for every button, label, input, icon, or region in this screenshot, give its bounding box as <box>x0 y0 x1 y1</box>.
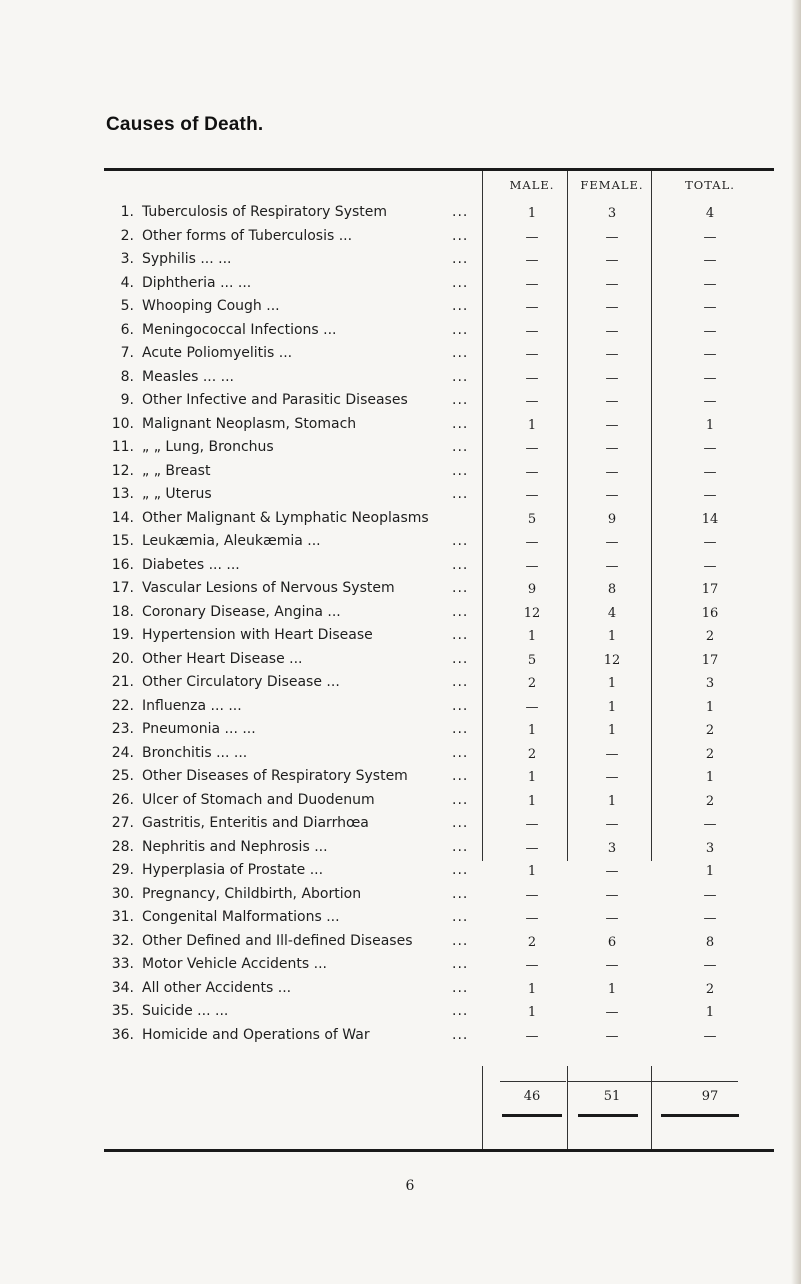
cell-female: — <box>605 770 619 785</box>
table-row <box>0 697 801 721</box>
row-number: 12. <box>111 462 134 479</box>
cell-male: — <box>525 887 539 903</box>
cell-male: — <box>525 347 539 362</box>
table-row <box>0 744 801 768</box>
table-row <box>0 673 801 697</box>
cell-total: 4 <box>705 206 715 221</box>
cell-male: 12 <box>523 605 541 621</box>
table-row <box>0 227 801 251</box>
cell-male: — <box>525 441 539 456</box>
cell-male: — <box>525 323 539 339</box>
cell-female: — <box>605 887 619 903</box>
leader-dots: ... <box>452 1003 469 1019</box>
cause-label: Bronchitis ... ... <box>142 744 248 761</box>
leader-dots: ... <box>452 580 469 596</box>
table-row <box>0 250 801 274</box>
cause-label: Influenza ... ... <box>142 697 242 714</box>
table-top-rule <box>104 168 774 171</box>
row-number: 34. <box>111 979 134 996</box>
cell-total: — <box>703 276 717 292</box>
cell-female: 3 <box>607 840 617 856</box>
leader-dots: ... <box>452 603 469 620</box>
cell-male: — <box>525 911 539 926</box>
cell-male: — <box>525 817 539 832</box>
cell-total: 1 <box>705 417 715 433</box>
cell-total: 3 <box>705 840 715 856</box>
cell-female: — <box>605 464 619 480</box>
cell-total: — <box>703 300 717 315</box>
leader-dots: ... <box>452 791 469 808</box>
cell-male: 1 <box>527 723 537 738</box>
cell-male: — <box>525 370 539 386</box>
leader-dots: ... <box>452 862 469 878</box>
leader-dots: ... <box>452 556 469 573</box>
cause-label: „ „ Breast <box>142 462 211 479</box>
cell-female: — <box>605 300 619 315</box>
row-number: 33. <box>111 956 134 972</box>
totals-double-rule-male <box>502 1114 562 1117</box>
table-row <box>0 626 801 650</box>
leader-dots: ... <box>452 345 469 361</box>
leader-dots: ... <box>452 838 469 855</box>
cause-label: Other Diseases of Respiratory System <box>142 768 408 784</box>
cell-female: — <box>605 323 619 339</box>
table-row <box>0 861 801 885</box>
cell-female: — <box>605 958 619 973</box>
table-row <box>0 579 801 603</box>
row-number: 1. <box>120 204 134 220</box>
cell-total: — <box>703 394 717 409</box>
cell-male: 2 <box>527 746 537 762</box>
table-row <box>0 509 801 533</box>
causes-table-body <box>0 203 801 1049</box>
cell-female: 1 <box>607 629 617 644</box>
row-number: 8. <box>120 368 134 385</box>
row-number: 16. <box>111 556 134 573</box>
cause-label: Gastritis, Enteritis and Diarrhœa <box>142 815 369 831</box>
cause-label: Hyperplasia of Prostate ... <box>142 862 324 878</box>
row-number: 10. <box>111 415 134 432</box>
cause-label: Pregnancy, Childbirth, Abortion <box>142 885 362 902</box>
leader-dots: ... <box>452 368 469 385</box>
row-number: 15. <box>111 533 134 549</box>
cause-label: Other Heart Disease ... <box>142 650 303 667</box>
cause-label: Diphtheria ... ... <box>142 274 252 291</box>
leader-dots: ... <box>452 462 469 479</box>
totals-rule-male <box>500 1081 566 1082</box>
cause-label: Suicide ... ... <box>142 1003 229 1019</box>
cell-total: 1 <box>705 864 715 879</box>
cell-total: 2 <box>705 723 715 738</box>
column-divider-female-lower <box>567 1066 568 1149</box>
row-number: 35. <box>111 1003 134 1019</box>
row-number: 4. <box>120 274 134 291</box>
column-divider-total-lower <box>651 1066 652 1149</box>
leader-dots: ... <box>452 744 469 761</box>
row-number: 19. <box>111 627 134 643</box>
row-number: 26. <box>111 791 134 808</box>
cell-male: — <box>525 958 539 973</box>
cell-female: — <box>605 441 619 456</box>
cause-label: „ „ Lung, Bronchus <box>142 439 274 455</box>
cell-male: 1 <box>527 206 537 221</box>
table-bottom-rule <box>104 1149 774 1152</box>
cell-total: 3 <box>705 676 715 691</box>
cell-total: — <box>703 958 717 973</box>
row-number: 6. <box>120 321 134 338</box>
cell-total: — <box>703 253 717 268</box>
cell-total: — <box>703 911 717 926</box>
cell-female: 1 <box>607 676 617 691</box>
cell-male: — <box>525 699 539 715</box>
cell-male: 1 <box>527 864 537 879</box>
total-male: 46 <box>523 1089 541 1104</box>
cause-label: Tuberculosis of Respiratory System <box>142 204 388 220</box>
cell-female: 1 <box>607 699 617 715</box>
table-row <box>0 838 801 862</box>
cell-male: — <box>525 488 539 503</box>
table-row <box>0 462 801 486</box>
row-number: 2. <box>120 227 134 244</box>
cell-female: 4 <box>607 605 617 621</box>
cause-label: Other Infective and Parasitic Diseases <box>142 392 408 408</box>
cause-label: Homicide and Operations of War <box>142 1026 370 1043</box>
table-row <box>0 720 801 744</box>
leader-dots: ... <box>452 815 469 831</box>
header-male: MALE. <box>509 178 555 192</box>
table-row <box>0 932 801 956</box>
cell-male: — <box>525 229 539 245</box>
cell-male: 1 <box>527 793 537 809</box>
leader-dots: ... <box>452 1026 469 1043</box>
leader-dots: ... <box>452 674 469 690</box>
leader-dots: ... <box>452 768 469 784</box>
table-row <box>0 415 801 439</box>
leader-dots: ... <box>452 486 469 502</box>
cause-label: „ „ Uterus <box>142 486 212 502</box>
cause-label: Whooping Cough ... <box>142 298 280 314</box>
row-number: 29. <box>111 862 134 878</box>
cause-label: Motor Vehicle Accidents ... <box>142 956 327 972</box>
cell-total: — <box>703 887 717 903</box>
cell-total: — <box>703 535 717 550</box>
table-row <box>0 344 801 368</box>
cell-total: — <box>703 558 717 574</box>
row-number: 25. <box>111 768 134 784</box>
cause-label: Other Circulatory Disease ... <box>142 674 340 690</box>
cell-male: 5 <box>527 652 537 668</box>
table-row <box>0 203 801 227</box>
cell-female: 3 <box>607 206 617 221</box>
table-row <box>0 791 801 815</box>
cell-total: — <box>703 347 717 362</box>
table-row <box>0 391 801 415</box>
row-number: 23. <box>111 721 134 737</box>
leader-dots: ... <box>452 321 469 338</box>
cell-female: 1 <box>607 793 617 809</box>
row-number: 21. <box>111 674 134 690</box>
cell-male: — <box>525 276 539 292</box>
cause-label: All other Accidents ... <box>142 979 292 996</box>
table-row <box>0 485 801 509</box>
cell-total: 8 <box>705 934 715 950</box>
leader-dots: ... <box>452 721 469 737</box>
table-row <box>0 321 801 345</box>
cell-total: — <box>703 817 717 832</box>
table-row <box>0 297 801 321</box>
cause-label: Ulcer of Stomach and Duodenum <box>142 791 375 808</box>
cell-total: — <box>703 370 717 386</box>
total-female: 51 <box>603 1089 621 1104</box>
cell-total: 2 <box>705 981 715 997</box>
row-number: 27. <box>111 815 134 831</box>
cell-male: 2 <box>527 676 537 691</box>
cause-label: Meningococcal Infections ... <box>142 321 337 338</box>
table-row <box>0 908 801 932</box>
cell-female: — <box>605 370 619 386</box>
cell-male: 1 <box>527 1005 537 1020</box>
cell-male: — <box>525 394 539 409</box>
page-title: Causes of Death. <box>106 114 264 135</box>
cell-female: — <box>605 746 619 762</box>
cell-male: — <box>525 535 539 550</box>
totals-double-rule-total <box>661 1114 739 1117</box>
cell-total: 14 <box>701 511 719 527</box>
leader-dots: ... <box>452 932 469 949</box>
row-number: 18. <box>111 603 134 620</box>
column-divider-male-lower <box>482 1066 483 1149</box>
cell-total: — <box>703 488 717 503</box>
totals-rule-female <box>567 1081 651 1082</box>
cell-female: — <box>605 394 619 409</box>
cell-male: — <box>525 558 539 574</box>
row-number: 3. <box>120 251 134 267</box>
cause-label: Nephritis and Nephrosis ... <box>142 838 328 855</box>
cause-label: Pneumonia ... ... <box>142 721 256 737</box>
cause-label: Diabetes ... ... <box>142 556 240 573</box>
table-row <box>0 368 801 392</box>
cell-male: — <box>525 464 539 480</box>
row-number: 11. <box>111 439 134 455</box>
table-row <box>0 1002 801 1026</box>
cell-total: — <box>703 464 717 480</box>
leader-dots: ... <box>452 439 469 455</box>
cell-male: 1 <box>527 417 537 433</box>
cell-female: 6 <box>607 934 617 950</box>
cell-female: 8 <box>607 582 617 597</box>
table-row <box>0 556 801 580</box>
row-number: 20. <box>111 650 134 667</box>
cell-total: — <box>703 1028 717 1044</box>
cause-label: Measles ... ... <box>142 368 234 385</box>
cell-total: 2 <box>705 793 715 809</box>
cell-total: 1 <box>705 770 715 785</box>
cell-male: — <box>525 300 539 315</box>
cause-label: Hypertension with Heart Disease <box>142 627 373 643</box>
table-row <box>0 814 801 838</box>
cell-total: — <box>703 441 717 456</box>
row-number: 32. <box>111 932 134 949</box>
cause-label: Malignant Neoplasm, Stomach <box>142 415 357 432</box>
leader-dots: ... <box>452 627 469 643</box>
cell-total: — <box>703 323 717 339</box>
cell-male: — <box>525 253 539 268</box>
row-number: 30. <box>111 885 134 902</box>
cell-total: 1 <box>705 699 715 715</box>
leader-dots: ... <box>452 204 469 220</box>
cell-female: — <box>605 276 619 292</box>
row-number: 5. <box>120 298 134 314</box>
cell-male: — <box>525 1028 539 1044</box>
cell-female: — <box>605 535 619 550</box>
cell-female: 1 <box>607 981 617 997</box>
header-total: TOTAL. <box>685 178 735 192</box>
cell-male: 9 <box>527 582 537 597</box>
leader-dots: ... <box>452 533 469 549</box>
cell-male: 2 <box>527 934 537 950</box>
table-row <box>0 603 801 627</box>
row-number: 13. <box>111 486 134 502</box>
cause-label: Acute Poliomyelitis ... <box>142 345 293 361</box>
cell-female: — <box>605 911 619 926</box>
cell-total: — <box>703 229 717 245</box>
totals-double-rule-female <box>578 1114 638 1117</box>
cell-male: 5 <box>527 511 537 527</box>
cause-label: Leukæmia, Aleukæmia ... <box>142 533 321 549</box>
cell-female: 9 <box>607 511 617 527</box>
page-number: 6 <box>405 1178 415 1194</box>
cause-label: Congenital Malformations ... <box>142 909 340 925</box>
cell-total: 17 <box>701 652 719 668</box>
table-row <box>0 274 801 298</box>
leader-dots: ... <box>452 979 469 996</box>
cell-female: — <box>605 558 619 574</box>
table-row <box>0 1026 801 1050</box>
table-row <box>0 955 801 979</box>
row-number: 36. <box>111 1026 134 1043</box>
leader-dots: ... <box>452 227 469 244</box>
cell-male: — <box>525 840 539 856</box>
totals-rule-total <box>652 1081 738 1082</box>
cell-female: — <box>605 864 619 879</box>
header-female: FEMALE. <box>580 178 644 192</box>
total-total: 97 <box>701 1089 719 1104</box>
cell-female: — <box>605 229 619 245</box>
cell-female: — <box>605 417 619 433</box>
cause-label: Other forms of Tuberculosis ... <box>142 227 353 244</box>
leader-dots: ... <box>452 251 469 267</box>
cause-label: Syphilis ... ... <box>142 251 232 267</box>
leader-dots: ... <box>452 392 469 408</box>
table-row <box>0 532 801 556</box>
cell-female: 12 <box>603 652 621 668</box>
leader-dots: ... <box>452 956 469 972</box>
cell-female: 1 <box>607 723 617 738</box>
row-number: 17. <box>111 580 134 596</box>
cell-female: — <box>605 253 619 268</box>
leader-dots: ... <box>452 274 469 291</box>
cell-female: — <box>605 817 619 832</box>
cause-label: Other Defined and Ill-defined Diseases <box>142 932 413 949</box>
cause-label: Coronary Disease, Angina ... <box>142 603 341 620</box>
cell-female: — <box>605 1028 619 1044</box>
row-number: 24. <box>111 744 134 761</box>
leader-dots: ... <box>452 697 469 714</box>
cell-male: 1 <box>527 770 537 785</box>
cell-female: — <box>605 1005 619 1020</box>
table-row <box>0 885 801 909</box>
row-number: 31. <box>111 909 134 925</box>
leader-dots: ... <box>452 909 469 925</box>
row-number: 14. <box>111 509 134 526</box>
cause-label: Vascular Lesions of Nervous System <box>142 580 395 596</box>
leader-dots: ... <box>452 415 469 432</box>
row-number: 22. <box>111 697 134 714</box>
cell-female: — <box>605 488 619 503</box>
cell-total: 16 <box>701 605 719 621</box>
cause-label: Other Malignant & Lymphatic Neoplasms <box>142 509 429 526</box>
cell-total: 2 <box>705 629 715 644</box>
table-row <box>0 438 801 462</box>
cell-total: 17 <box>701 582 719 597</box>
cell-male: 1 <box>527 981 537 997</box>
row-number: 9. <box>120 392 134 408</box>
leader-dots: ... <box>452 650 469 667</box>
table-row <box>0 979 801 1003</box>
cell-total: 1 <box>705 1005 715 1020</box>
row-number: 7. <box>120 345 134 361</box>
table-row <box>0 767 801 791</box>
cell-total: 2 <box>705 746 715 762</box>
cell-female: — <box>605 347 619 362</box>
leader-dots: ... <box>452 298 469 314</box>
table-row <box>0 650 801 674</box>
row-number: 28. <box>111 838 134 855</box>
leader-dots: ... <box>452 885 469 902</box>
cell-male: 1 <box>527 629 537 644</box>
